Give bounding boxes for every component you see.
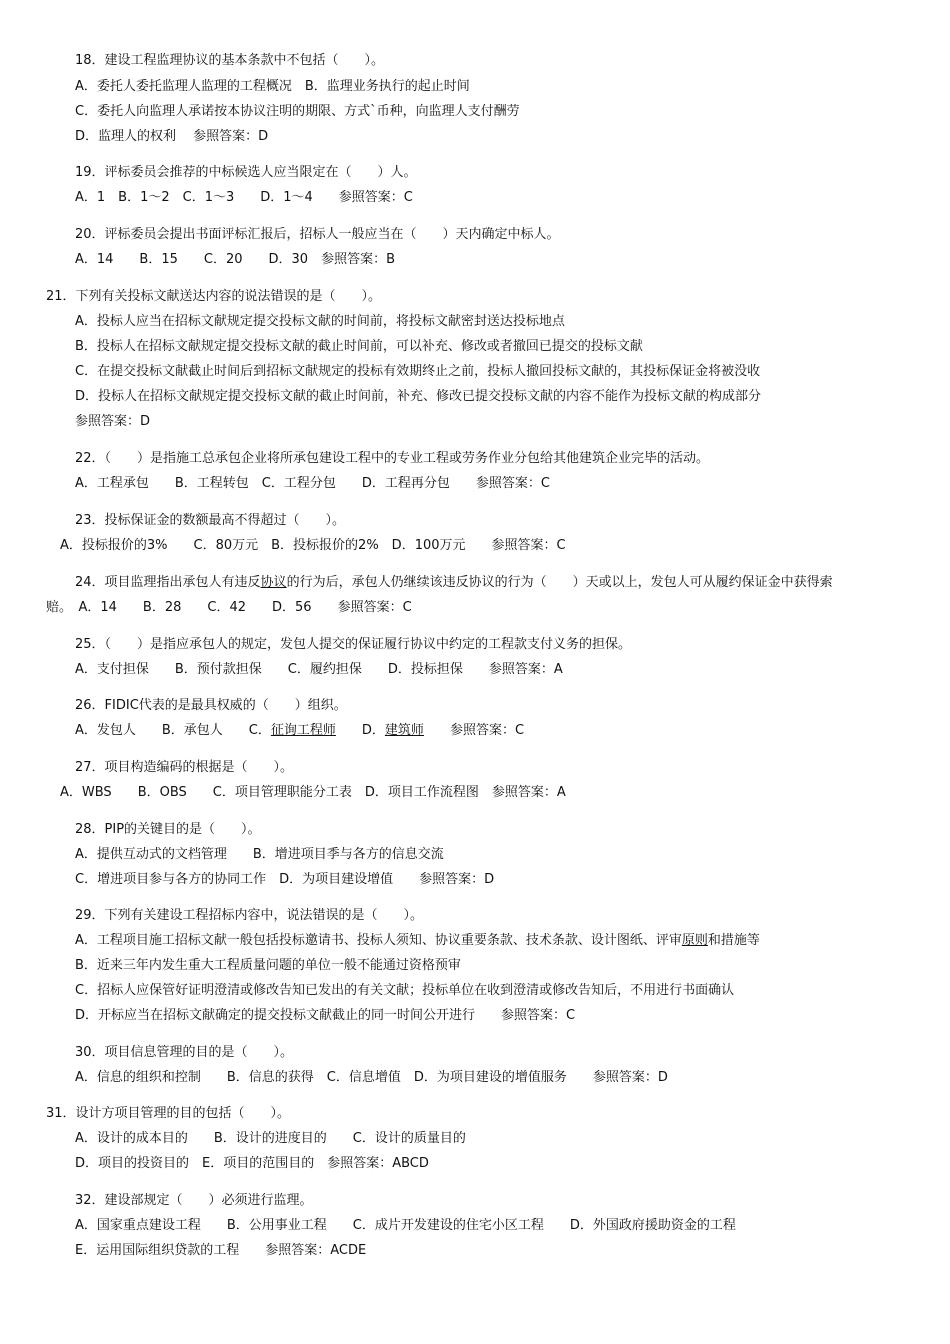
question-28-options-ab: A．提供互动式的文档管理 B．增进项目季与各方的信息交流 (75, 847, 444, 862)
question-24-stem: 24．项目监理指出承包人有违反协议的行为后，承包人仍继续该违反协议的行为（ ）天或以上，发包人可从履约保证金中获得索 (75, 575, 833, 590)
question-25-options-answer: A．支付担保 B．预付款担保 C．履约担保 D．投标担保 参照答案：A (75, 662, 563, 677)
question-29-option-b: B．近来三年内发生重大工程质量问题的单位一般不能通过资格预审 (75, 958, 461, 973)
question-18-stem: 18．建设工程监理协议的基本条款中不包括（ ）。 (75, 53, 385, 68)
question-27-stem: 27．项目构造编码的根据是（ ）。 (75, 760, 294, 775)
question-28-stem: 28．PIP的关键目的是（ ）。 (75, 822, 261, 837)
question-32-stem: 32．建设部规定（ ）必须进行监理。 (75, 1193, 313, 1208)
question-23-options-answer: A．投标报价的3% C．80万元 B．投标报价的2% D．100万元 参照答案：C (60, 538, 566, 553)
question-26-stem: 26．FIDIC代表的是最具权威的（ ）组织。 (75, 698, 347, 713)
question-21-option-a: A．投标人应当在招标文献规定提交投标文献的时间前，将投标文献密封送达投标地点 (75, 314, 565, 329)
underlined-term: 协议 (260, 575, 287, 590)
question-21-answer: 参照答案：D (75, 414, 151, 429)
question-21-stem: 21．下列有关投标文献送达内容的说法错误的是（ ）。 (46, 289, 382, 304)
question-29-option-d-answer: D．开标应当在招标文献确定的提交投标文献截止的同一时间公开进行 参照答案：C (75, 1008, 576, 1023)
question-18-options-ab: A．委托人委托监理人监理的工程概况 B．监理业务执行的起止时间 (75, 79, 470, 94)
question-31-options-abc: A．设计的成本目的 B．设计的进度目的 C．设计的质量目的 (75, 1131, 466, 1146)
question-32-options-abcd: A．国家重点建设工程 B．公用事业工程 C．成片开发建设的住宅小区工程 D．外国政府援助资金的工程 (75, 1218, 736, 1233)
question-20-options-answer: A．14 B．15 C．20 D．30 参照答案：B (75, 252, 395, 267)
question-18-option-c: C．委托人向监理人承诺按本协议注明的期限、方式`币种，向监理人支付酬劳 (75, 104, 520, 119)
question-29-option-c: C．招标人应保管好证明澄清或修改告知已发出的有关文献；投标单位在收到澄清或修改告知后，不用进行书面确认 (75, 983, 735, 998)
question-21-option-d: D．投标人在招标文献规定提交投标文献的截止时间前，补充、修改已提交投标文献的内容不能作为投标文献的构成部分 (75, 389, 762, 404)
underlined-term: 建筑师 (384, 723, 424, 738)
question-30-stem: 30．项目信息管理的目的是（ ）。 (75, 1045, 294, 1060)
question-18-option-d-answer: D．监理人的权利 参照答案：D (75, 129, 269, 144)
question-29-stem: 29．下列有关建设工程招标内容中，说法错误的是（ ）。 (75, 908, 424, 923)
underlined-term: 征询工程师 (270, 723, 336, 738)
question-27-options-answer: A．WBS B．OBS C．项目管理职能分工表 D．项目工作流程图 参照答案：A (60, 785, 566, 800)
question-29-option-a: A．工程项目施工招标文献一般包括投标邀请书、投标人须知、协议重要条款、技术条款、设计图纸、评审原则和措施等 (75, 933, 760, 948)
question-31-options-de-answer: D．项目的投资目的 E．项目的范围目的 参照答案：ABCD (75, 1156, 429, 1171)
question-21-option-b: B．投标人在招标文献规定提交投标文献的截止时间前，可以补充、修改或者撤回已提交的投标文献 (75, 339, 643, 354)
question-22-stem: 22．（ ）是指施工总承包企业将所承包建设工程中的专业工程或劳务作业分包给其他建筑企业完毕的活动。 (75, 451, 710, 466)
question-25-stem: 25．（ ）是指应承包人的规定，发包人提交的保证履行协议中约定的工程款支付义务的担保。 (75, 637, 632, 652)
question-32-option-e-answer: E．运用国际组织贷款的工程 参照答案：ACDE (75, 1243, 367, 1258)
question-26-options-answer: A．发包人 B．承包人 C．征询工程师 D．建筑师 参照答案：C (75, 723, 525, 738)
question-21-option-c: C．在提交投标文献截止时间后到招标文献规定的投标有效期终止之前，投标人撤回投标文献的，其投标保证金将被没收 (75, 364, 761, 379)
question-19-stem: 19．评标委员会推荐的中标候选人应当限定在（ ）人。 (75, 165, 417, 180)
underlined-term: 原则 (681, 933, 708, 948)
question-28-options-cd-answer: C．增进项目参与各方的协同工作 D．为项目建设增值 参照答案：D (75, 872, 495, 887)
question-19-options-answer: A．1 B．1～2 C．1～3 D．1～4 参照答案：C (75, 190, 413, 205)
question-30-options-answer: A．信息的组织和控制 B．信息的获得 C．信息增值 D．为项目建设的增值服务 参照答案：D (75, 1070, 668, 1085)
question-22-options-answer: A．工程承包 B．工程转包 C．工程分包 D．工程再分包 参照答案：C (75, 476, 550, 491)
question-20-stem: 20．评标委员会提出书面评标汇报后，招标人一般应当在（ ）天内确定中标人。 (75, 227, 560, 242)
question-31-stem: 31．设计方项目管理的目的包括（ ）。 (46, 1106, 291, 1121)
question-24-continuation-answer: 赔。 A．14 B．28 C．42 D．56 参照答案：C (46, 600, 412, 615)
question-23-stem: 23．投标保证金的数额最高不得超过（ ）。 (75, 513, 346, 528)
